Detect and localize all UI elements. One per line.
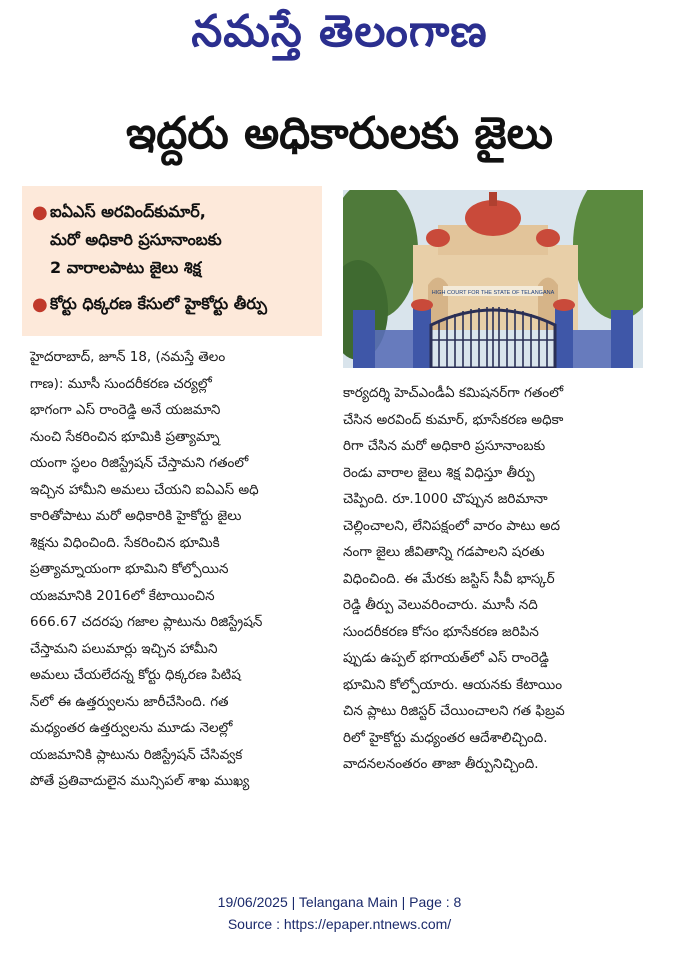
- body-text-line: చేసిన అరవింద్ కుమార్, భూసేకరణ అధికా: [343, 411, 564, 428]
- bullet-icon: ●: [32, 202, 48, 223]
- body-text-line: ఇచ్చిన హామీని అమలు చేయని ఐఏఎస్ అధి: [30, 481, 259, 498]
- body-text-line: యంగా స్థలం రిజిస్ట్రేషన్ చేస్తామని గతంలో: [30, 455, 249, 471]
- body-text-line: 666.67 చదరపు గజాల ప్లాటును రిజిస్ట్రేషన్: [30, 614, 263, 630]
- footer-source-link[interactable]: Source : https://epaper.ntnews.com/: [227, 916, 452, 932]
- body-text-line: భాగంగా ఎస్ రాంరెడ్డి అనే యజమాని: [30, 402, 221, 418]
- highlight-line: ఐఏఎస్ అరవింద్‌కుమార్,: [50, 202, 206, 221]
- body-text-line: రెడ్డి తీర్పు వెలువరించారు. మూసీ నది: [343, 597, 538, 613]
- high-court-photo: [343, 190, 643, 368]
- body-text-line: వాదనలనంతరం తాజా తీర్పునిచ్చింది.: [343, 756, 539, 772]
- body-text-line: రిలో హైకోర్టు మధ్యంతర ఆదేశాలిచ్చింది.: [343, 729, 548, 746]
- body-text-line: హైదరాబాద్, జూన్ 18, (నమస్తే తెలం: [30, 349, 226, 365]
- article-body-left-column: [30, 344, 322, 795]
- body-text-line: అమలు చేయలేదన్న కోర్టు ధిక్కరణ పిటిష: [30, 667, 241, 683]
- body-text-line: విధించింది. ఈ మేరకు జస్టిస్ సీవీ భాస్కర్: [343, 570, 555, 587]
- body-text-line: శిక్షను విధించింది. సేకరించిన భూమికి: [30, 534, 220, 551]
- body-text-line: కార్యదర్శి హెచ్‌ఎండీఏ కమిషనర్‌గా గతంలో: [343, 385, 564, 401]
- highlights-box: [22, 186, 322, 336]
- highlight-line: మరో అధికారి ప్రసూనాంబకు: [50, 230, 222, 249]
- body-text-line: యజమానికి 2016లో కేటాయించిన: [30, 587, 215, 604]
- body-text-line: నంగా జైలు జీవితాన్ని గడపాలని షరతు: [343, 544, 545, 560]
- footer-edition-info: 19/06/2025 | Telangana Main | Page : 8: [217, 894, 462, 910]
- body-text-line: గాణ): మూసీ సుందరీకరణ చర్యల్లో: [30, 375, 212, 392]
- body-text-line: మధ్యంతర ఉత్తర్వులను మూడు నెలల్లో: [30, 720, 233, 736]
- body-text-line: ప్రత్యామ్నాయంగా భూమిని కోల్పోయిన: [30, 561, 229, 577]
- bullet-icon: ●: [32, 294, 48, 315]
- body-text-line: రెండు వారాల జైలు శిక్ష విధిస్తూ తీర్పు: [343, 464, 535, 481]
- body-text-line: నుంచి సేకరించిన భూమికి ప్రత్యామ్నా: [30, 428, 220, 445]
- body-text-line: న్‌లో ఈ ఉత్తర్వులను జారీచేసింది. గత: [30, 693, 229, 710]
- body-text-line: చిన ప్లాటు రిజిస్టర్ చేయించాలని గత ఫిబ్రవ: [343, 703, 565, 719]
- body-text-line: యజమానికి ప్లాటును రిజిస్ట్రేషన్ చేసివ్వక: [30, 746, 243, 763]
- newspaper-masthead: నమస్తే తెలంగాణ: [191, 6, 488, 57]
- body-text-line: చెల్లించాలని, లేనిపక్షంలో వారం పాటు అద: [343, 517, 561, 534]
- body-text-line: రిగా చేసిన మరో అధికారి ప్రసూనాంబకు: [343, 438, 546, 454]
- highlight-line: కోర్టు ధిక్కరణ కేసులో హైకోర్టు తీర్పు: [50, 294, 268, 313]
- body-text-line: భూమిని కోల్పోయారు. ఆయనకు కేటాయిం: [343, 676, 563, 693]
- article-body-right-column: [343, 380, 643, 778]
- body-text-line: కారితోపాటు మరో అధికారికి హైకోర్టు జైలు: [30, 508, 242, 524]
- body-text-line: ప్పుడు ఉప్పల్ భగాయత్‌లో ఎస్ రాంరెడ్డి: [343, 650, 549, 666]
- body-text-line: చెప్పింది. రూ.1000 చొప్పున జరిమానా: [343, 491, 548, 507]
- highlight-line: 2 వారాలపాటు జైలు శిక్ష: [50, 258, 202, 277]
- body-text-line: సుందరీకరణ కోసం భూసేకరణ జరిపిన: [343, 623, 539, 640]
- court-sign-text: HIGH COURT FOR THE STATE OF TELANGANA: [431, 290, 555, 296]
- article-headline: ఇద్దరు అధికారులకు జైలు: [125, 108, 554, 159]
- body-text-line: పోతే ప్రతివాదులైన మున్సిపల్ శాఖ ముఖ్య: [30, 773, 250, 789]
- body-text-line: చేస్తామని పలుమార్లు ఇచ్చిన హామీని: [30, 640, 218, 657]
